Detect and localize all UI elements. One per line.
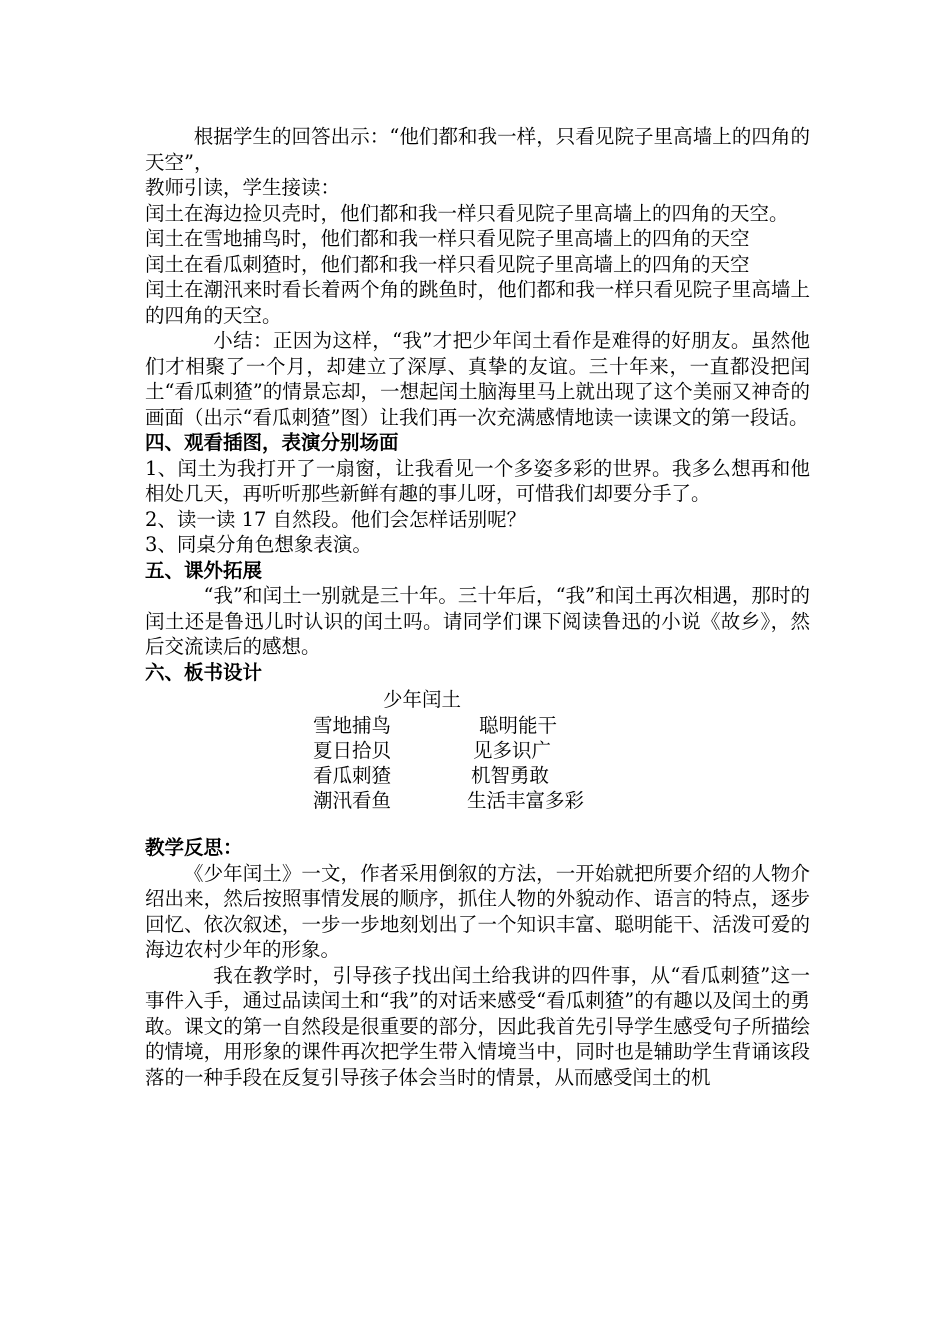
blackboard-design	[145, 687, 810, 815]
board-row	[313, 763, 713, 789]
board-row	[313, 788, 713, 814]
board-row-trait: 见多识广	[473, 739, 552, 762]
paragraph-jumping-fish: 闰土在潮汛来时看长着两个角的跳鱼时，他们都和我一样只看见院子里高墙上的四角的天空。	[145, 278, 810, 327]
paragraph-seashell: 闰土在海边捡贝壳时，他们都和我一样只看见院子里高墙上的四角的天空。	[145, 201, 789, 225]
heading-section-5: 五、课外拓展	[145, 558, 263, 582]
heading-section-4: 四、观看插图，表演分别场面	[145, 431, 399, 454]
heading-reflection: 教学反思：	[145, 836, 243, 859]
section4-item-3: 3、同桌分角色想象表演。	[145, 533, 372, 556]
paragraph-bird-catching: 闰土在雪地捕鸟时，他们都和我一样只看见院子里高墙上的四角的天空	[145, 227, 750, 250]
board-row	[313, 738, 713, 764]
reflection-paragraph-2: 我在教学时，引导孩子找出闰土给我讲的四件事，从“看瓜刺猹”这一事件入手，通过品读闰土和“我”的对话来感受“看瓜刺猹”的有趣以及闰土的勇敢。课文的第一自然段是很重要的部分，因此我首先引导学生感受句子所描绘的情境，用形象的课件再次把学生带入情境当中，同时也是辅助学生背诵该段落的一种手段在反复引导孩子体会当时的情景，从而感受闰土的机	[145, 963, 810, 1089]
heading-section-6: 六、板书设计	[145, 660, 263, 684]
board-row	[313, 713, 713, 739]
board-row-event: 看瓜刺猹	[313, 764, 392, 787]
paragraph-guided-reading: 教师引读，学生接读：	[145, 176, 341, 199]
paragraph-melon-watching: 闰土在看瓜刺猹时，他们都和我一样只看见院子里高墙上的四角的天空	[145, 252, 750, 276]
board-title: 少年闰土	[383, 688, 462, 711]
board-row-trait: 聪明能干	[479, 714, 558, 737]
paragraph-answer-display: 根据学生的回答出示：“他们都和我一样，只看见院子里高墙上的四角的天空”，	[145, 125, 810, 174]
section4-item-1: 1、闰土为我打开了一扇窗，让我看见一个多姿多彩的世界。我多么想再和他相处几天，再听听那些新鲜有趣的事儿呀，可惜我们却要分手了。	[145, 456, 810, 505]
board-row-event: 雪地捕鸟	[313, 714, 392, 737]
reflection-paragraph-1: 《少年闰土》一文，作者采用倒叙的方法，一开始就把所要介绍的人物介绍出来，然后按照事情发展的顺序，抓住人物的外貌动作、语言的特点，逐步回忆、依次叙述，一步一步地刻划出了一个知识丰富、聪明能干、活泼可爱的海边农村少年的形象。	[145, 861, 810, 961]
section5-text: “我”和闰土一别就是三十年。三十年后，“我”和闰土再次相遇，那时的闰土还是鲁迅儿时认识的闰土吗。请同学们课下阅读鲁迅的小说《故乡》，然后交流读后的感想。	[145, 584, 810, 658]
board-row-event: 夏日拾贝	[313, 739, 392, 762]
section4-item-2: 2、读一读 17 自然段。他们会怎样话别呢？	[145, 507, 527, 531]
board-row-trait: 生活丰富多彩	[467, 789, 585, 812]
paragraph-summary: 小结：正因为这样，“我”才把少年闰土看作是难得的好朋友。虽然他们才相聚了一个月，却建立了深厚、真挚的友谊。三十年来，一直都没把闰土“看瓜刺猹”的情景忘却，一想起闰土脑海里马上就出现了这个美丽又神奇的画面（出示“看瓜刺猹”图）让我们再一次充满感情地读一读课文的第一段话。	[145, 329, 810, 429]
board-row-event: 潮汛看鱼	[313, 789, 392, 812]
spacer	[145, 815, 810, 835]
document-body	[145, 124, 810, 1090]
board-row-trait: 机智勇敢	[471, 764, 550, 787]
